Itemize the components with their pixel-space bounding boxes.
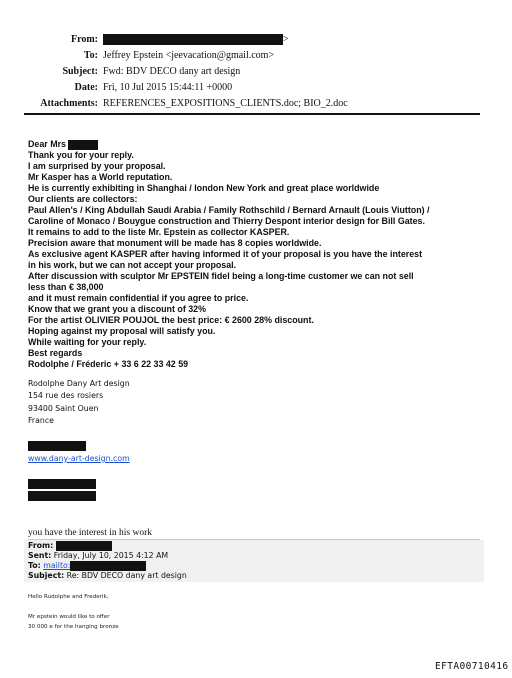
signature-block — [28, 378, 130, 428]
quoted-from-label: From: — [28, 541, 54, 550]
body-line: While waiting for your reply. — [28, 337, 147, 347]
body-line: He is currently exhibiting in Shanghai / london New York and great place worldwide — [28, 183, 380, 193]
redaction-block — [28, 479, 96, 489]
body-line: Thank you for your reply. — [28, 150, 134, 160]
body-line: and it must remain confidential if you agree to price. — [28, 293, 249, 303]
quoted-body-line: Mr epstein would like to offer — [28, 614, 110, 620]
body-line: As exclusive agent KASPER after having informed it of your proposal is you have the interest — [28, 249, 423, 259]
body-line: After discussion with sculptor Mr EPSTEIN fidel being a long-time customer we can not sell — [28, 271, 414, 281]
quoted-body-line: Hello Rudolphe and Frederik, — [28, 594, 109, 600]
quoted-to-label: To: — [28, 561, 41, 570]
body-line: less than € 38,000 — [28, 282, 104, 292]
quoted-subject-label: Subject: — [28, 571, 65, 580]
body-line: Mr Kasper has a World reputation. — [28, 172, 173, 182]
redaction-block — [70, 561, 146, 571]
to-label: To: — [83, 50, 98, 61]
from-suffix: > — [283, 34, 289, 45]
body-line: Caroline of Monaco / Bouygue construction and Thierry Despont interior design for Bill Gates. — [28, 216, 425, 226]
quoted-sent-value: Friday, July 10, 2015 4:12 AM — [53, 551, 169, 560]
quoted-subject-row — [28, 571, 187, 580]
attachments-label: Attachments: — [40, 98, 98, 109]
redaction-block — [68, 140, 98, 150]
quoted-subject-value: Re: BDV DECO dany art design — [66, 571, 187, 580]
date-value: Fri, 10 Jul 2015 15:44:11 +0000 — [103, 82, 233, 93]
greeting-line — [28, 139, 498, 150]
greeting: Dear Mrs — [28, 139, 66, 149]
quoted-to-link[interactable]: mailto: — [43, 561, 71, 570]
header-to-row — [0, 48, 512, 64]
email-header — [0, 32, 512, 112]
from-label: From: — [70, 34, 98, 45]
signature-line: Rodolphe Dany Art design — [28, 379, 130, 388]
redaction-block — [56, 541, 112, 551]
from-value — [103, 32, 289, 48]
subject-value: Fwd: BDV DECO dany art design — [103, 66, 241, 77]
header-divider — [24, 113, 480, 115]
quoted-body-line: 30 000 e for the hanging bronze — [28, 624, 119, 630]
to-value: Jeffrey Epstein <jeevacation@gmail.com> — [103, 50, 275, 61]
signature-line: 154 rue des rosiers — [28, 391, 104, 401]
document-stamp: EFTA00710416 — [435, 661, 509, 672]
quoted-sent-label: Sent: — [28, 551, 52, 560]
quoted-preamble: you have the interest in his work — [28, 528, 153, 538]
website-link[interactable]: www.dany-art-design.com — [28, 454, 130, 463]
body-line: I am surprised by your proposal. — [28, 161, 166, 171]
date-label: Date: — [74, 82, 98, 93]
header-from-row — [0, 32, 512, 48]
body-line: Know that we grant you a discount of 32% — [28, 304, 207, 314]
body-line: Paul Allen's / King Abdullah Saudi Arabia / Family Rothschild / Bernard Arnault (Louis Viutton) / — [28, 205, 430, 215]
redaction-block — [103, 34, 283, 45]
body-line: Our clients are collectors: — [28, 194, 138, 204]
quoted-from-row — [28, 541, 112, 551]
attachments-value: REFERENCES_EXPOSITIONS_CLIENTS.doc; BIO_2.doc — [103, 98, 348, 109]
quoted-to-row — [28, 561, 146, 571]
body-line: For the artist OLIVIER POUJOL the best price: € 2600 28% discount. — [28, 315, 314, 325]
subject-label: Subject: — [62, 66, 98, 77]
signature-line: 93400 Saint Ouen — [28, 403, 99, 413]
redaction-block — [28, 441, 86, 451]
header-subject-row — [0, 64, 512, 80]
quoted-sent-row — [28, 551, 168, 560]
redaction-block — [28, 491, 96, 501]
body-line: It remains to add to the liste Mr. Epstein as collector KASPER. — [28, 227, 290, 237]
body-line: in his work, but we can not accept your proposal. — [28, 260, 237, 270]
body-line: Precision aware that monument will be made has 8 copies worldwide. — [28, 238, 322, 248]
header-date-row — [0, 80, 512, 96]
body-line: Hoping against my proposal will satisfy you. — [28, 326, 216, 336]
body-line: Rodolphe / Fréderic + 33 6 22 33 42 59 — [28, 359, 189, 369]
signature-line: France — [28, 416, 54, 426]
email-body — [28, 139, 498, 370]
body-line: Best regards — [28, 348, 83, 358]
header-attachments-row — [0, 96, 512, 112]
